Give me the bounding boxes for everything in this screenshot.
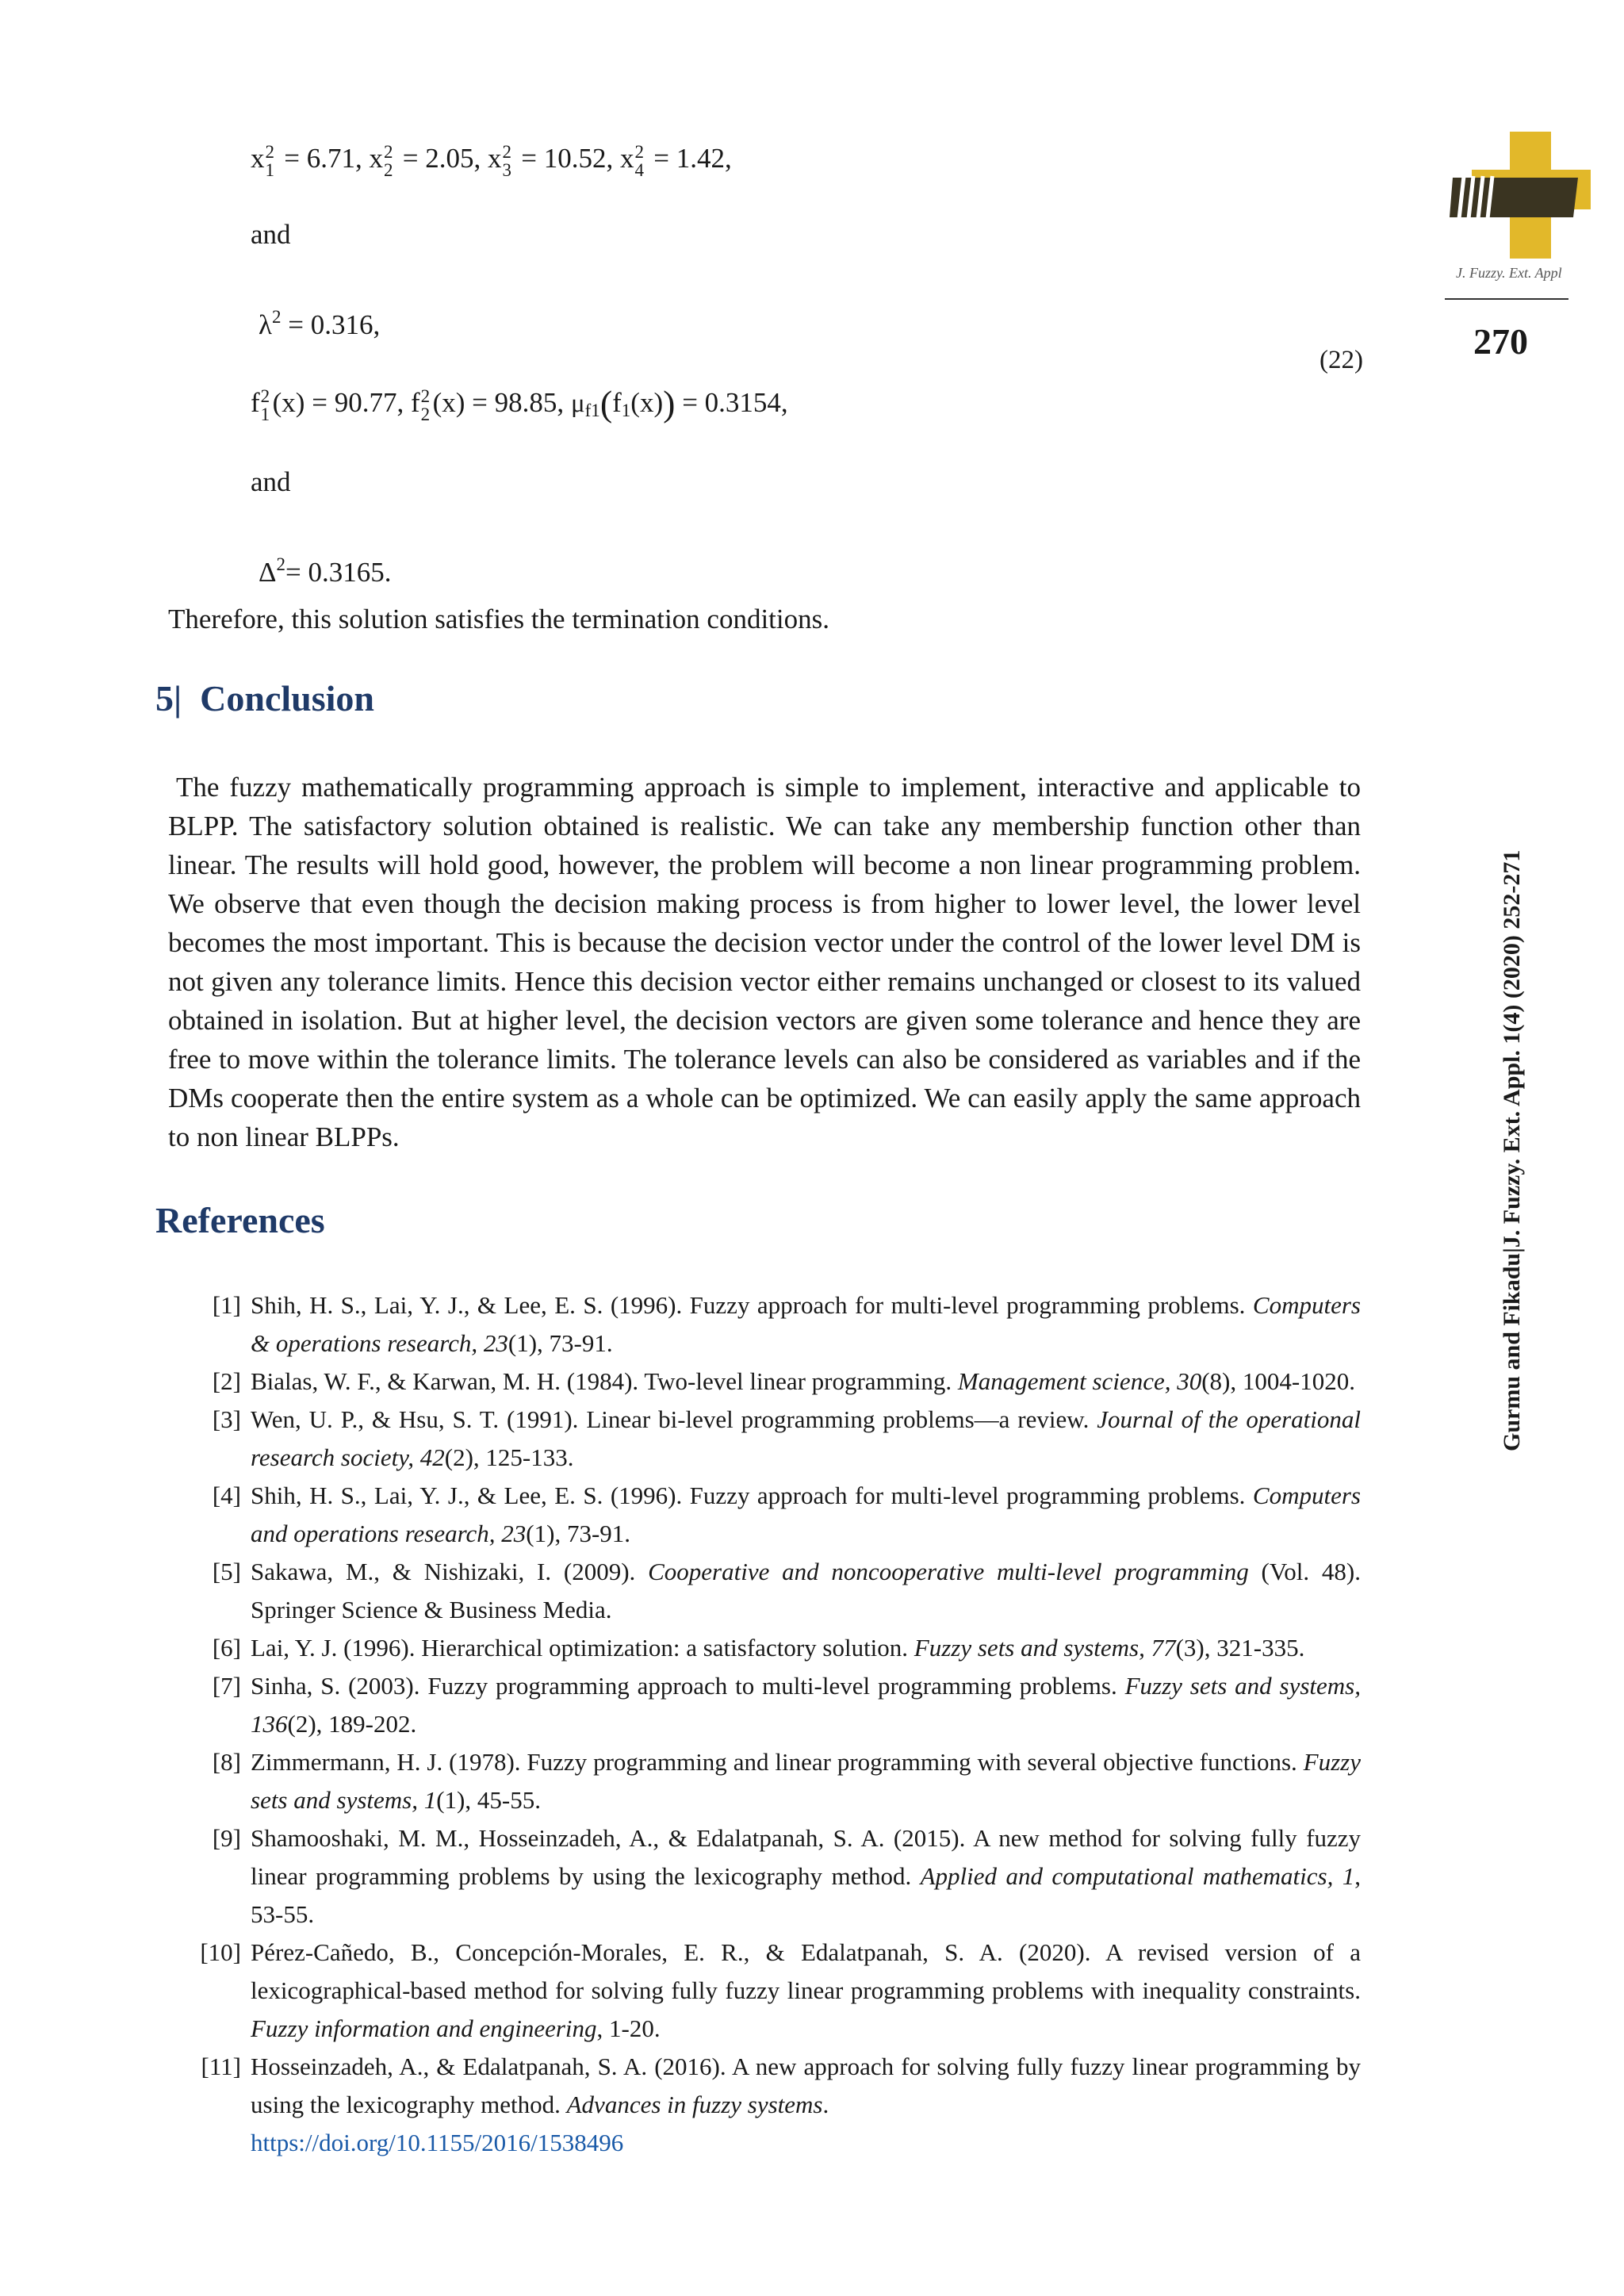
reference-text: Shih, H. S., Lai, Y. J., & Lee, E. S. (1996). Fuzzy approach for multi-level programming problems. Computers and operations research, 23(1), 73-91.: [251, 1481, 1361, 1547]
reference-item: [212, 1401, 1361, 1477]
equation-line-x-values: x 2 1 = 6.71, x 2 2 = 2.05, x 2 3 = 10.52, x 2 4 = 1.42,: [251, 142, 732, 180]
section-title: Conclusion: [200, 678, 374, 719]
section-heading-conclusion: [155, 677, 374, 719]
reference-journal: Advances in fuzzy systems: [566, 2091, 823, 2118]
reference-text: Hosseinzadeh, A., & Edalatpanah, S. A. (2016). A new approach for solving fully fuzzy linear programming by using the lexicography method. Advances in fuzzy systems. https://doi.org/10.1155/2016/1538496: [251, 2053, 1361, 2156]
reference-text: Shamooshaki, M. M., Hosseinzadeh, A., & Edalatpanah, S. A. (2015). A new method for solving fully fuzzy linear programming problems by using the lexicography method. Applied and computational mathematics, 1, 53-55.: [251, 1824, 1362, 1928]
reference-item: [212, 1743, 1361, 1819]
reference-text: Shih, H. S., Lai, Y. J., & Lee, E. S. (1996). Fuzzy approach for multi-level programming problems. Computers & operations research, 23(1), 73-91.: [251, 1291, 1361, 1357]
reference-journal: Fuzzy sets and systems: [1124, 1672, 1355, 1700]
reference-item: [212, 1819, 1362, 1934]
reference-number: [8]: [212, 1748, 241, 1776]
equation-and-2: and: [251, 466, 291, 497]
reference-text: Wen, U. P., & Hsu, S. T. (1991). Linear bi-level programming problems—a review. Journal of the operational research society, 42(2), 125-133.: [251, 1405, 1361, 1471]
reference-item: [201, 2048, 1361, 2162]
reference-text: Sakawa, M., & Nishizaki, I. (2009). Cooperative and noncooperative multi-level programming (Vol. 48). Springer Science & Business Media.: [251, 1558, 1361, 1623]
reference-text: Zimmermann, H. J. (1978). Fuzzy programming and linear programming with several objective functions. Fuzzy sets and systems, 1(1), 45-55.: [251, 1748, 1361, 1814]
equation-and-1: and: [251, 219, 291, 250]
reference-journal: Management science: [957, 1367, 1165, 1395]
section-number: 5|: [155, 678, 182, 719]
reference-journal: Fuzzy sets and systems: [251, 1748, 1361, 1814]
sidebar-divider: [1445, 298, 1568, 300]
reference-number: [1]: [212, 1291, 241, 1319]
reference-number: [10]: [200, 1938, 241, 1966]
reference-journal: Fuzzy information and engineering: [251, 2014, 597, 2042]
reference-number: [4]: [212, 1481, 241, 1509]
reference-number: [2]: [212, 1367, 241, 1395]
reference-journal: Applied and computational mathematics: [920, 1862, 1327, 1890]
conclusion-paragraph: The fuzzy mathematically programming approach is simple to implement, interactive and applicable to BLPP. The satisfactory solution obtained is realistic. We can take any membership function other than linear. The results will hold good, however, the problem will become a non linear programming problem. We observe that even though the decision making process is from higher to lower level, the lower level becomes the most important. This is because the decision vector under the control of the lower level DM is not given any tolerance limits. Hence this decision vector either remains unchanged or closest to its valued obtained in isolation. But at higher level, the decision vectors are given some tolerance and hence they are free to move within the tolerance limits. The tolerance levels can also be considered as variables and if the DMs cooperate then the entire system as a whole can be optimized. We can easily apply the same approach to non linear BLPPs.: [168, 772, 1361, 1152]
reference-item: [212, 1667, 1361, 1743]
references-heading: References: [155, 1200, 325, 1240]
reference-text: Sinha, S. (2003). Fuzzy programming approach to multi-level programming problems. Fuzzy sets and systems, 136(2), 189-202.: [251, 1672, 1361, 1738]
reference-item: [212, 1629, 1361, 1667]
journal-logo-icon: [1448, 128, 1594, 263]
references-list: [200, 1286, 1362, 2162]
reference-journal: Cooperative and noncooperative multi-level programming: [648, 1558, 1249, 1585]
reference-text: Pérez-Cañedo, B., Concepción-Morales, E. R., & Edalatpanah, S. A. (2020). A revised version of a lexicographical-based method for solving fully fuzzy linear programming problems with inequality constraints. Fuzzy information and engineering, 1-20.: [251, 1938, 1361, 2042]
equation-f-values: f 2 1 (x) = 90.77, f 2 2 (x) = 98.85, $\mu_{f1}(f_1(x)) = 0.3154$,: [251, 383, 788, 424]
reference-doi-link[interactable]: https://doi.org/10.1155/2016/1538496: [251, 2129, 624, 2156]
equation-delta: $\Delta^2= 0.3165$.: [259, 554, 392, 588]
reference-number: [9]: [212, 1824, 241, 1852]
reference-item: [200, 1934, 1361, 2048]
journal-abbreviation: J. Fuzzy. Ext. Appl: [1456, 265, 1562, 281]
equation-number: (22): [1320, 346, 1363, 374]
page-number: 270: [1473, 321, 1528, 362]
reference-journal: Journal of the operational research society: [251, 1405, 1361, 1471]
reference-number: [6]: [212, 1634, 241, 1662]
reference-journal: Fuzzy sets and systems: [914, 1634, 1139, 1662]
running-title-vertical: Gurmu and Fikadu|J. Fuzzy. Ext. Appl. 1(4) (2020) 252-271: [1499, 849, 1525, 1451]
reference-journal: Computers and operations research: [251, 1481, 1361, 1547]
reference-item: [212, 1553, 1361, 1629]
reference-item: [212, 1286, 1361, 1363]
reference-number: [5]: [212, 1558, 241, 1585]
reference-number: [3]: [212, 1405, 241, 1433]
termination-sentence: Therefore, this solution satisfies the termination conditions.: [168, 604, 830, 634]
reference-journal: Computers & operations research: [251, 1291, 1361, 1357]
reference-item: [212, 1477, 1361, 1553]
reference-text: Lai, Y. J. (1996). Hierarchical optimization: a satisfactory solution. Fuzzy sets and systems, 77(3), 321-335.: [251, 1634, 1305, 1662]
reference-item: [212, 1363, 1361, 1401]
equation-lambda: $\lambda^2 = 0.316$,: [259, 307, 381, 340]
reference-number: [11]: [201, 2053, 241, 2080]
reference-number: [7]: [212, 1672, 241, 1700]
reference-text: Bialas, W. F., & Karwan, M. H. (1984). Two-level linear programming. Management science, 30(8), 1004-1020.: [251, 1367, 1355, 1395]
